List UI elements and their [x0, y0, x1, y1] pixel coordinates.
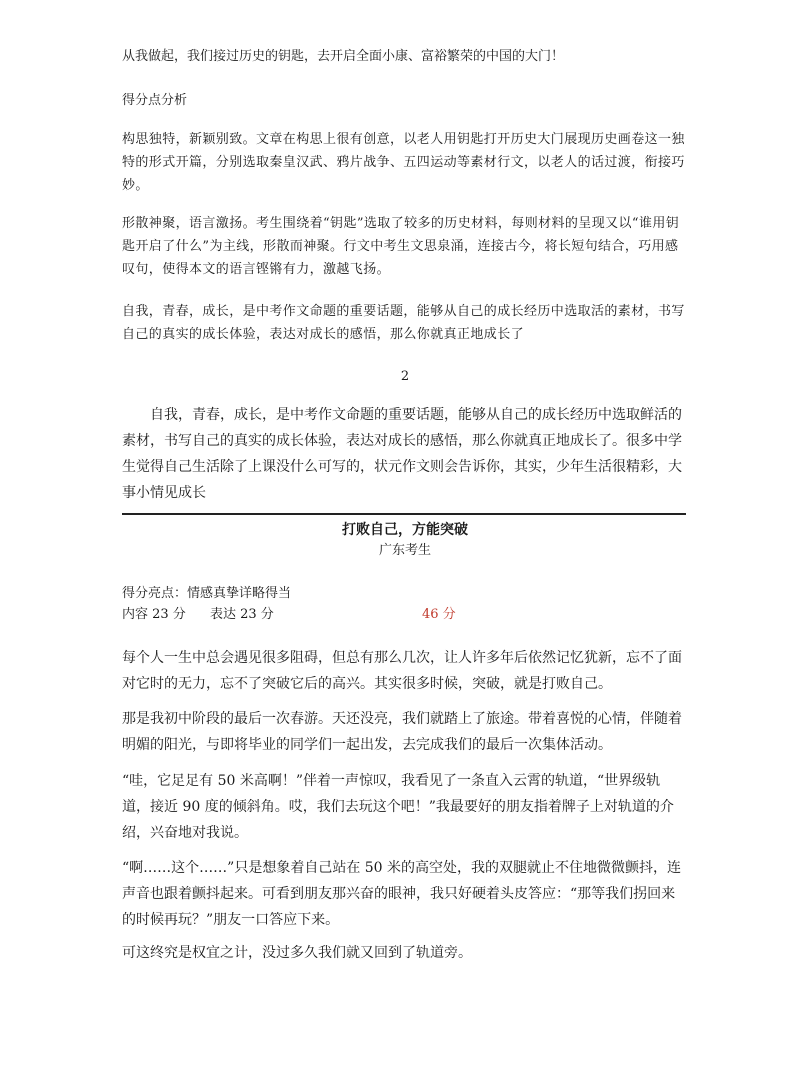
essay-paragraph-2: 那是我初中阶段的最后一次春游。天还没亮，我们就踏上了旅途。带着喜悦的心情，伴随着明媚的阳光，与即将毕业的同学们一起出发，去完成我们的最后一次集体活动。	[122, 711, 682, 753]
essay-paragraph-5: 可这终究是权宜之计，没过多久我们就又回到了轨道旁。	[122, 945, 472, 961]
content-score: 内容 23 分	[122, 607, 186, 622]
analysis-paragraph-2: 形散神聚，语言激扬。考生围绕着“钥匙”选取了较多的历史材料，每则材料的呈现又以“谁用钥匙开启了什么”为主线，形散而神聚。行文中考生文思泉涌，连接古今，将长短句结合，巧用感叹句，使得本文的语言铿锵有力，激越飞扬。	[122, 216, 680, 277]
score-row	[122, 604, 688, 626]
divider-rule	[122, 513, 686, 515]
intro-paragraph: 自我，青春，成长，是中考作文命题的重要话题，能够从自己的成长经历中选取鲜活的素材，书写自己的真实的成长体验，表达对成长的感悟，那么你就真正地成长了。很多中学生觉得自己生活除了上课没什么可写的，状元作文则会告诉你，其实，少年生活很精彩，大事小情见成长	[122, 407, 682, 501]
analysis-heading: 得分点分析	[122, 93, 188, 108]
expression-score: 表达 23 分	[210, 607, 274, 622]
analysis-paragraph-3: 自我，青春，成长，是中考作文命题的重要话题，能够从自己的成长经历中选取活的素材，书写自己的真实的成长体验，表达对成长的感悟，那么你就真正地成长了	[122, 304, 685, 342]
essay-paragraph-3: “哇，它足足有 50 米高啊！”伴着一声惊叹，我看见了一条直入云霄的轨道，“世界级轨道，接近 90 度的倾斜角。哎，我们去玩这个吧！”我最要好的朋友指着牌子上对轨道的介绍，兴奋地对我说。	[122, 773, 674, 841]
top-line: 从我做起，我们接过历史的钥匙，去开启全面小康、富裕繁荣的中国的大门！	[122, 49, 565, 64]
score-highlight: 得分亮点：情感真挚详略得当	[122, 586, 292, 601]
essay-title: 打败自己，方能突破	[342, 522, 468, 538]
essay-author: 广东考生	[378, 543, 431, 558]
section-number: 2	[400, 369, 410, 384]
essay-paragraph-1: 每个人一生中总会遇见很多阻碍，但总有那么几次，让人许多年后依然记忆犹新，忘不了面对它时的无力，忘不了突破它后的高兴。其实很多时候，突破，就是打败自己。	[122, 650, 682, 692]
total-score: 46 分	[422, 607, 456, 622]
essay-paragraph-4: “啊……这个……”只是想象着自己站在 50 米的高空处，我的双腿就止不住地微微颤抖，连声音也跟着颤抖起来。可看到朋友那兴奋的眼神，我只好硬着头皮答应：“那等我们拐回来的时候再玩？”朋友一口答应下来。	[122, 860, 682, 928]
analysis-paragraph-1: 构思独特，新颖别致。文章在构思上很有创意，以老人用钥匙打开历史大门展现历史画卷这一独特的形式开篇，分别选取秦皇汉武、鸦片战争、五四运动等素材行文，以老人的话过渡，衔接巧妙。	[122, 132, 685, 193]
